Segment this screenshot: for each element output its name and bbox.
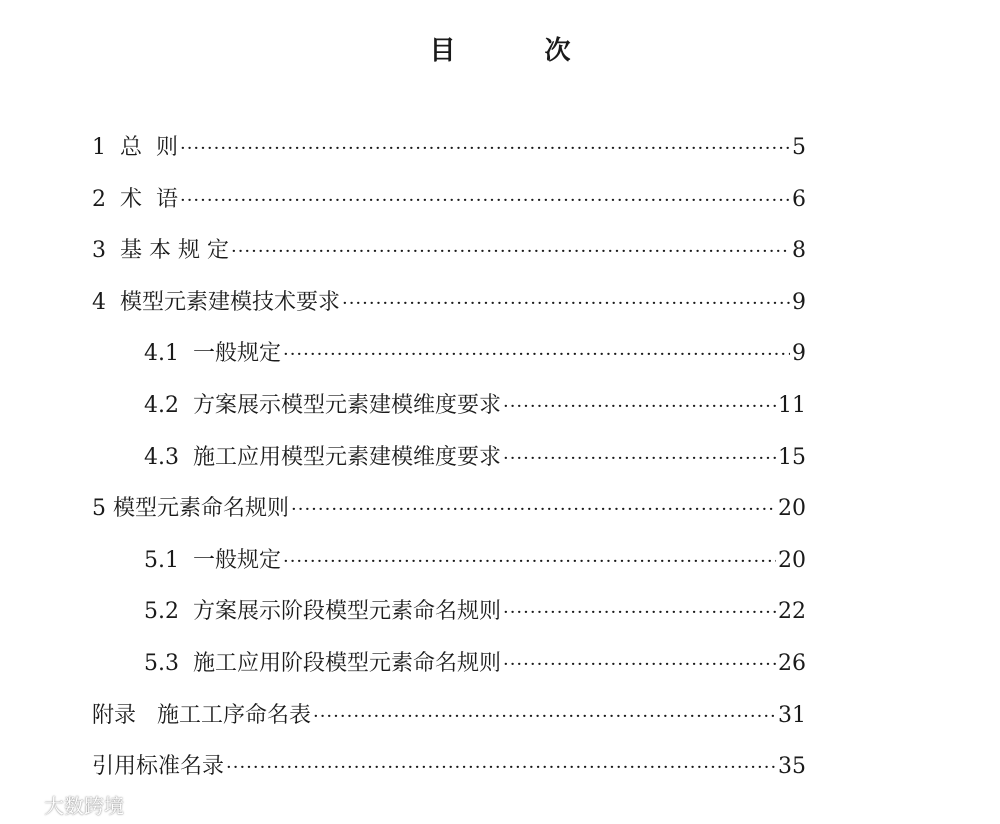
toc-leader-dots [313,697,776,737]
toc-entry-label: 5.3 施工应用阶段模型元素命名规则 [144,650,501,676]
table-of-contents [92,128,806,799]
toc-entry-label: 4.1 一般规定 [144,341,281,367]
toc-entry-page: 6 [792,186,806,212]
toc-entry[interactable] [92,747,806,799]
toc-leader-dots [180,181,790,221]
toc-entry[interactable] [92,644,806,696]
toc-entry-label: 3 基 本 规 定 [92,238,229,264]
toc-entry-label: 附录 施工工序命名表 [92,702,311,728]
toc-entry-label: 5.1 一般规定 [144,547,281,573]
page-title: 目 次 [429,36,611,66]
toc-entry[interactable] [92,541,806,593]
toc-entry[interactable] [92,334,806,386]
toc-entry-label: 1 总 则 [92,135,178,160]
toc-entry-label: 4.3 施工应用模型元素建模维度要求 [144,444,501,470]
toc-entry[interactable] [92,438,806,490]
toc-entry-page: 35 [778,754,806,780]
toc-entry-page: 26 [778,650,806,676]
toc-entry[interactable] [92,386,806,438]
toc-leader-dots [342,284,790,324]
toc-entry-page: 11 [778,392,806,418]
toc-leader-dots [226,748,776,788]
toc-leader-dots [231,232,790,272]
watermark-text: 大数跨境 [44,794,124,818]
toc-entry-page: 9 [792,341,806,367]
toc-entry[interactable] [92,283,806,335]
toc-entry-label: 2 术 语 [92,186,178,212]
toc-entry-page: 31 [778,702,806,728]
toc-entry-page: 20 [778,496,806,522]
toc-leader-dots [291,490,776,530]
toc-entry[interactable] [92,696,806,748]
brand-logo-icon [6,794,40,816]
toc-entry[interactable] [92,128,806,180]
watermark [6,790,124,819]
toc-entry-page: 20 [778,547,806,573]
toc-entry-label: 4 模型元素建模技术要求 [92,289,340,315]
toc-entry-label: 5 模型元素命名规则 [92,496,289,522]
toc-entry[interactable] [92,592,806,644]
toc-entry-page: 22 [778,599,806,625]
toc-entry-label: 4.2 方案展示模型元素建模维度要求 [144,392,501,418]
toc-entry[interactable] [92,489,806,541]
toc-entry-page: 9 [792,289,806,315]
toc-leader-dots [503,439,776,479]
toc-entry-label: 引用标准名录 [92,754,225,780]
toc-leader-dots [283,542,776,582]
toc-leader-dots [503,593,776,633]
toc-entry[interactable] [92,231,806,283]
toc-entry-page: 15 [778,444,806,470]
toc-leader-dots [503,645,776,685]
toc-leader-dots [503,387,776,427]
toc-leader-dots [180,129,790,169]
toc-entry-page: 8 [792,238,806,264]
toc-entry[interactable] [92,180,806,232]
toc-entry-page: 5 [792,135,806,160]
toc-leader-dots [283,335,790,375]
toc-entry-label: 5.2 方案展示阶段模型元素命名规则 [144,599,501,625]
